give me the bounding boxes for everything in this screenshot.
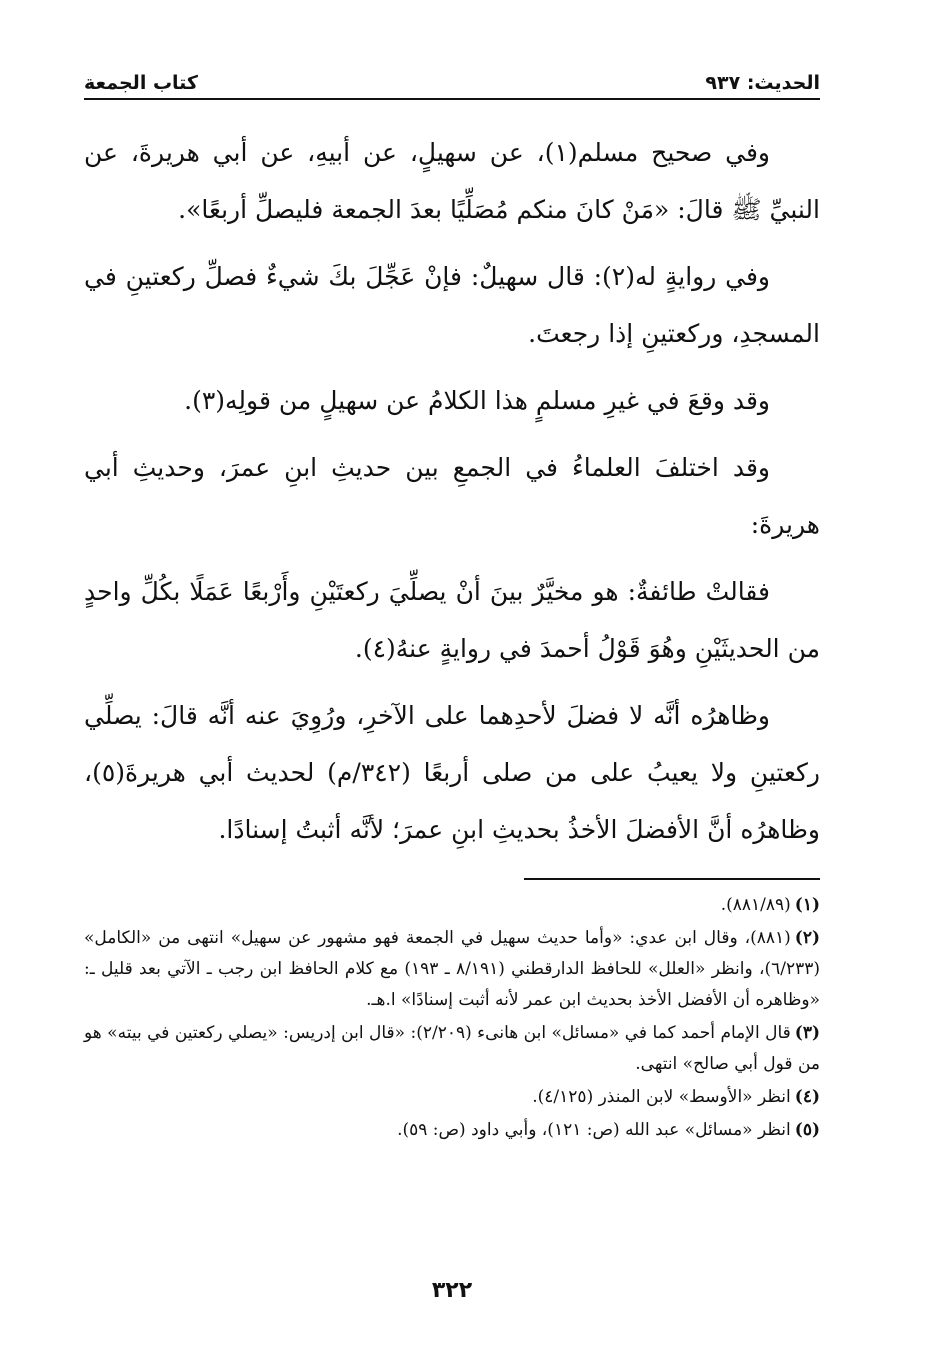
footnote-5	[84, 1115, 820, 1146]
footnote-text: (٨٨١)، وقال ابن عدي: «وأما حديث سهيل في الجمعة فهو مشهور عن سهيل» انتهى من «الكامل» (٦/٢٣٣)، وانظر «العلل» للحافظ الدارقطني (٨/١٩١ ـ ١٩٣) مع كلام الحافظ ابن رجب ـ الآتي بعد قليل ـ: «وظاهره أن الأفضل الأخذ بحديث ابن عمر لأنه أثبت إسنادًا» ا.هـ.	[84, 928, 820, 1010]
footnote-text: انظر «مسائل» عبد الله (ص: ١٢١)، وأبي داود (ص: ٥٩).	[397, 1120, 791, 1140]
paragraph-5: فقالتْ طائفةٌ: هو مخيَّرٌ بينَ أنْ يصلِّيَ ركعتَيْنِ وأَرْبعًا عَمَلًا بكُلِّ واحدٍ من الحديثَيْنِ وهُوَ قَوْلُ أحمدَ في روايةٍ عنهُ(٤).	[84, 577, 820, 663]
footnote-number: (٥)	[794, 1120, 820, 1140]
footnote-text: انظر «الأوسط» لابن المنذر (٤/١٢٥).	[532, 1087, 791, 1107]
footnote-number: (٤)	[794, 1087, 820, 1107]
footnotes	[84, 890, 820, 1148]
footnote-1	[84, 890, 820, 921]
footnote-text: (٨٨١/٨٩).	[720, 895, 791, 915]
footnote-2	[84, 923, 820, 1016]
footnote-number: (٣)	[794, 1023, 820, 1043]
page-number: ٣٢٢	[431, 1278, 473, 1303]
paragraph-3: وقد وقعَ في غيرِ مسلمٍ هذا الكلامُ عن سهيلٍ من قولِه(٣).	[184, 386, 770, 415]
running-header	[84, 62, 820, 100]
paragraph-6: وظاهرُه أنَّه لا فضلَ لأحدِهما على الآخرِ، ورُوِيَ عنه أنَّه قالَ: يصلِّي ركعتينِ ولا يعيبُ على من صلى أربعًا (٣٤٢/م) لحديث أبي هريرةَ(٥)، وظاهرُه أنَّ الأفضلَ الأخذُ بحديثِ ابنِ عمرَ؛ لأنَّه أثبتُ إسنادًا.	[84, 701, 820, 844]
footnote-number: (٢)	[794, 928, 820, 948]
main-text	[84, 124, 820, 868]
paragraph-4: وقد اختلفَ العلماءُ في الجمعِ بين حديثِ ابنِ عمرَ، وحديثِ أبي هريرةَ:	[84, 453, 820, 539]
footnote-separator	[524, 878, 820, 880]
footnote-4	[84, 1082, 820, 1113]
header-book-title: كتاب الجمعة	[84, 72, 198, 94]
footnote-text: قال الإمام أحمد كما في «مسائل» ابن هانىء (٢/٢٠٩): «قال ابن إدريس: «يصلي ركعتين في بيته» هو من قول أبي صالح» انتهى.	[84, 1023, 820, 1074]
paragraph-1: وفي صحيح مسلم(١)، عن سهيلٍ، عن أبيهِ، عن أبي هريرةَ، عن النبيِّ ﷺ قالَ: «مَنْ كانَ منكم مُصَلِّيًا بعدَ الجمعة فليصلِّ أربعًا».	[84, 138, 820, 224]
footnote-3	[84, 1018, 820, 1080]
footnote-number: (١)	[794, 895, 820, 915]
paragraph-2: وفي روايةٍ له(٢): قال سهيلٌ: فإنْ عَجِّلَ بكَ شيءٌ فصلِّ ركعتينِ في المسجدِ، وركعتينِ إذا رجعتَ.	[84, 262, 820, 348]
book-page	[84, 56, 820, 1316]
header-hadith-number: الحديث: ٩٣٧	[705, 72, 820, 94]
